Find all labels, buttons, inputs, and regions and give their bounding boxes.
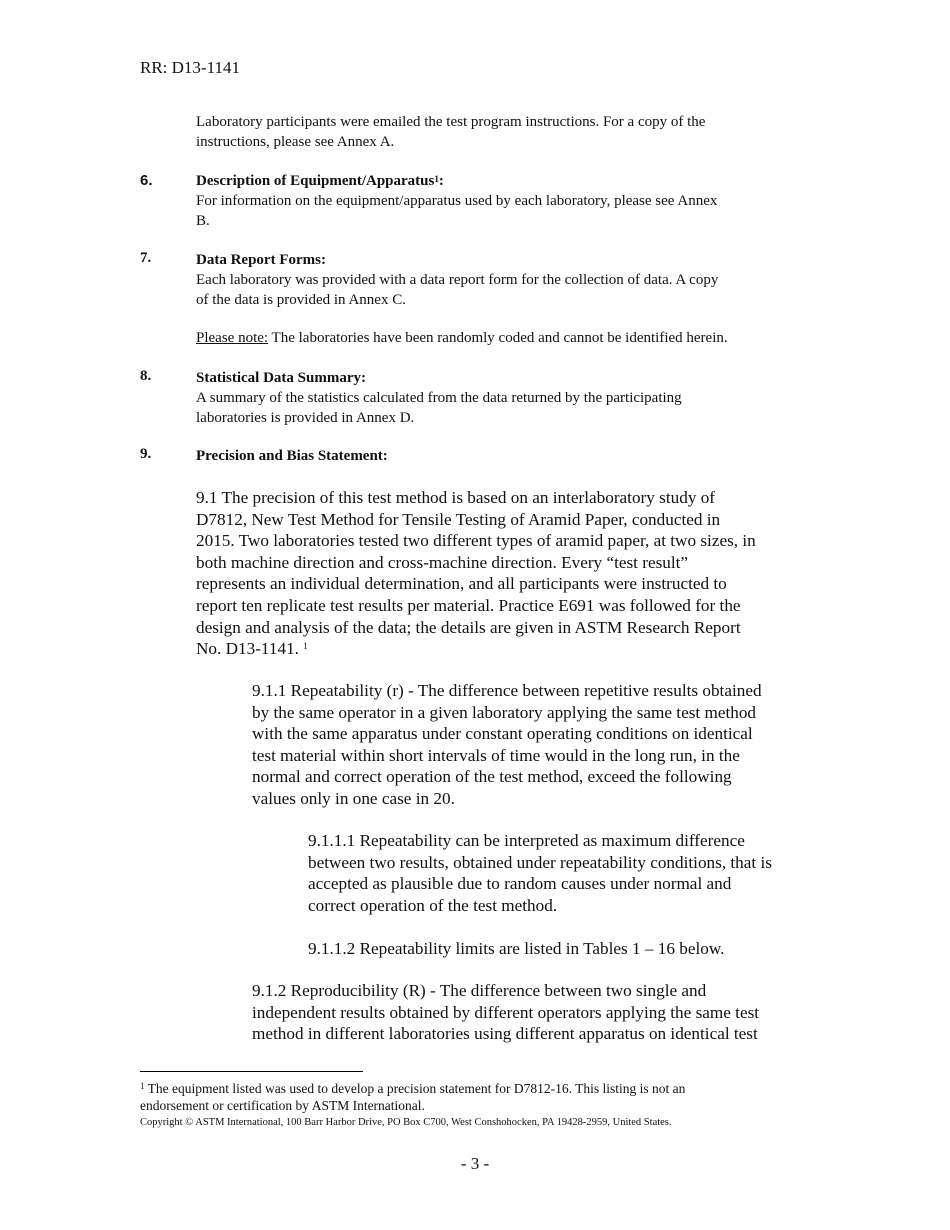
section-6 bbox=[196, 171, 836, 231]
please-note-label: Please note: bbox=[196, 330, 269, 346]
footnote-line bbox=[140, 1080, 820, 1097]
section-7-number: 7. bbox=[140, 250, 152, 266]
footnote-text: The equipment listed was used to develop a precision statement for D7812-16. This listing is not an bbox=[144, 1081, 686, 1096]
paragraph-line: normal and correct operation of the test method, exceed the following bbox=[252, 767, 732, 787]
paragraph-line: 9.1.1 Repeatability (r) - The difference between repetitive results obtained bbox=[252, 681, 762, 700]
section-7-line: of the data is provided in Annex C. bbox=[196, 292, 406, 308]
paragraph-line: report ten replicate test results per material. Practice E691 was followed for the bbox=[196, 595, 741, 615]
section-7-title: Data Report Forms: bbox=[196, 252, 326, 268]
paragraph-line: values only in one case in 20. bbox=[252, 788, 455, 808]
section-8-line: A summary of the statistics calculated from the data returned by the participating bbox=[196, 390, 682, 406]
footnote-divider bbox=[140, 1071, 363, 1072]
paragraph-line: by the same operator in a given laboratory applying the same test method bbox=[252, 702, 757, 722]
section-6-line: For information on the equipment/apparatus used by each laboratory, please see Annex bbox=[196, 193, 718, 209]
paragraph-line: method in different laboratories using different apparatus on identical test bbox=[252, 1024, 758, 1044]
please-note-text: The laboratories have been randomly coded and cannot be identified herein. bbox=[268, 330, 728, 346]
paragraph-last-line: No. D13-1141. bbox=[196, 639, 299, 659]
intro-line: instructions, please see Annex A. bbox=[196, 134, 395, 150]
footnote bbox=[140, 1080, 820, 1114]
section-6-line: B. bbox=[196, 213, 210, 229]
paragraph-line: 9.1.1.1 Repeatability can be interpreted as maximum difference bbox=[308, 831, 745, 850]
paragraph-line: 9.1.2 Reproducibility (R) - The difference between two single and bbox=[252, 981, 707, 1000]
paragraph-line: correct operation of the test method. bbox=[308, 895, 558, 915]
paragraph-9-1-1-2: 9.1.1.2 Repeatability limits are listed in Tables 1 – 16 below. bbox=[308, 939, 725, 958]
paragraph-9-1-1-1 bbox=[308, 830, 828, 916]
paragraph-line: test material within short intervals of time would in the long run, in the bbox=[252, 745, 740, 765]
paragraph-line: independent results obtained by different operators applying the same test bbox=[252, 1002, 760, 1022]
paragraph-9-1 bbox=[196, 487, 836, 660]
intro-line: Laboratory participants were emailed the test program instructions. For a copy of the bbox=[196, 114, 706, 130]
footnote-marker: 1 bbox=[140, 1081, 145, 1091]
footnote-ref: 1 bbox=[303, 641, 308, 652]
paragraph-line: 9.1 The precision of this test method is based on an interlaboratory study of bbox=[196, 488, 716, 507]
section-7 bbox=[196, 250, 836, 310]
paragraph-9-1-1 bbox=[252, 680, 832, 810]
intro-paragraph bbox=[196, 112, 836, 152]
section-6-title: Description of Equipment/Apparatus bbox=[196, 173, 435, 189]
footnote-line: endorsement or certification by ASTM International. bbox=[140, 1098, 425, 1113]
paragraph-line: 2015. Two laboratories tested two different types of aramid paper, at two sizes, in bbox=[196, 531, 756, 551]
copyright-notice: Copyright © ASTM International, 100 Barr Harbor Drive, PO Box C700, West Conshohocken, PA 19428-2959, United States. bbox=[140, 1117, 672, 1128]
section-7-line: Each laboratory was provided with a data report form for the collection of data. A copy bbox=[196, 272, 719, 288]
section-8-number: 8. bbox=[140, 368, 152, 384]
paragraph-line: between two results, obtained under repeatability conditions, that is bbox=[308, 852, 772, 872]
paragraph-line: D7812, New Test Method for Tensile Testing of Aramid Paper, conducted in bbox=[196, 509, 721, 529]
paragraph-line bbox=[196, 638, 836, 660]
paragraph-line: design and analysis of the data; the details are given in ASTM Research Report bbox=[196, 617, 741, 637]
section-8-title: Statistical Data Summary: bbox=[196, 370, 366, 386]
section-6-number: 6. bbox=[140, 172, 153, 189]
paragraph-line: represents an individual determination, and all participants were instructed to bbox=[196, 574, 727, 594]
footnote-ref: 1 bbox=[434, 174, 439, 184]
section-9-title: Precision and Bias Statement: bbox=[196, 448, 388, 464]
section-6-title-suffix: : bbox=[438, 173, 444, 189]
please-note bbox=[196, 328, 856, 348]
paragraph-line: both machine direction and cross-machine direction. Every “test result” bbox=[196, 552, 689, 572]
section-9-number: 9. bbox=[140, 446, 152, 462]
section-8 bbox=[196, 368, 836, 428]
page-number: - 3 - bbox=[460, 1154, 490, 1173]
section-8-line: laboratories is provided in Annex D. bbox=[196, 410, 415, 426]
paragraph-9-1-2 bbox=[252, 980, 832, 1045]
report-id-header: RR: D13-1141 bbox=[140, 58, 240, 77]
section-6-heading bbox=[196, 171, 836, 191]
paragraph-line: with the same apparatus under constant operating conditions on identical bbox=[252, 724, 753, 744]
paragraph-line: accepted as plausible due to random causes under normal and bbox=[308, 874, 732, 894]
